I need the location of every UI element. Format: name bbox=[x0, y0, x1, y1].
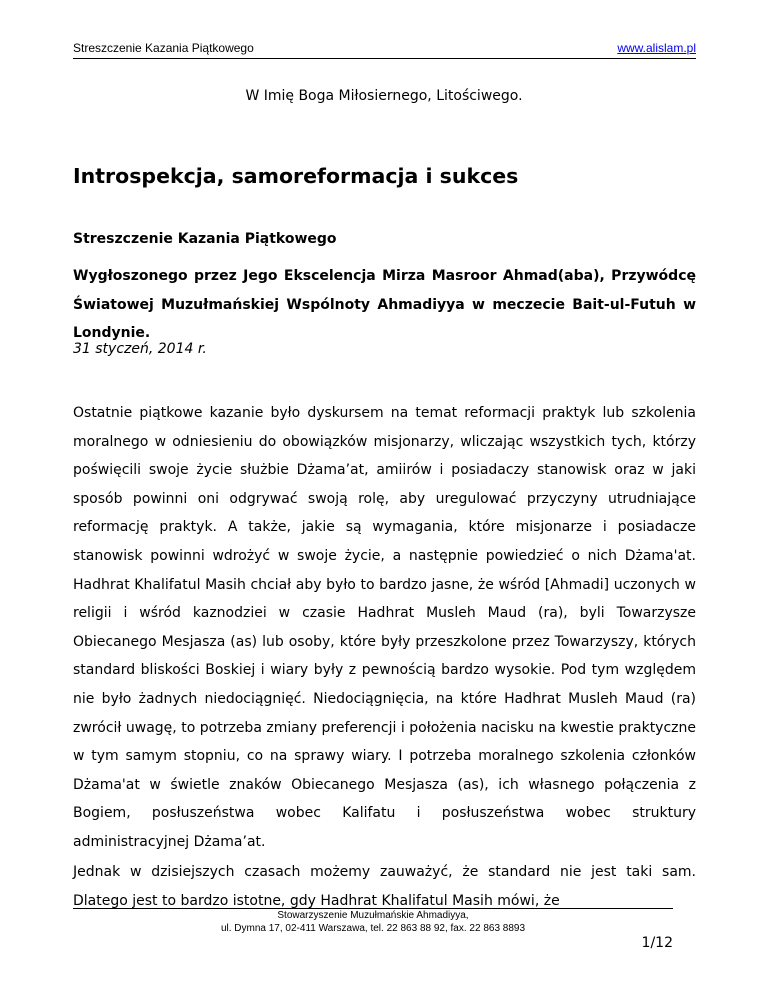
footer-organization: Stowarzyszenie Muzułmańskie Ahmadiyya, bbox=[277, 910, 469, 921]
page-number: 1/12 bbox=[641, 935, 673, 951]
delivered-by: Wygłoszonego przez Jego Ekscelencja Mirza Masroor Ahmad(aba), Przywódcę Światowej Muzułmańskiej Wspólnoty Ahmadiyya w meczecie Bait-ul-Futuh w Londynie. bbox=[73, 268, 696, 341]
page-title: Introspekcja, samoreformacja i sukces bbox=[73, 164, 519, 188]
basmala: W Imię Boga Miłosiernego, Litościwego. bbox=[245, 88, 523, 104]
header-website-link[interactable]: www.alislam.pl bbox=[617, 41, 696, 55]
header-divider bbox=[73, 58, 696, 59]
sermon-date: 31 styczeń, 2014 r. bbox=[73, 341, 207, 357]
footer-divider bbox=[73, 908, 673, 909]
subtitle: Streszczenie Kazania Piątkowego bbox=[73, 231, 337, 247]
body-paragraph: Jednak w dzisiejszych czasach możemy zauważyć, że standard nie jest taki sam. Dlatego jest to bardzo istotne, gdy Hadhrat Khalifatul Masih mówi, że bbox=[73, 864, 696, 909]
header-title: Streszczenie Kazania Piątkowego bbox=[73, 41, 254, 55]
body-paragraph: Ostatnie piątkowe kazanie było dyskursem na temat reformacji praktyk lub szkolenia moralnego w odniesieniu do obowiązków misjonarzy, wliczając wszystkich tych, którzy poświęcili swoje życie służbie Dżama’at, amiirów i posiadaczy stanowisk oraz w jaki sposób powinni oni odgrywać swoją rolę, aby uregulować przyczyny utrudniające reformację praktyk. A także, jakie są wymagania, które misjonarze i posiadacze stanowisk powinni wdrożyć w swoje życie, a następnie powiedzieć o nich Dżama'at. Hadhrat Khalifatul Masih chciał aby było to bardzo jasne, że wśród [Ahmadi] uczonych w religii i wśród kaznodziei w czasie Hadhrat Musleh Maud (ra), byli Towarzysze Obiecanego Mesjasza (as) lub osoby, które były przeszkolone przez Towarzyszy, których standard bliskości Boskiej i wiary były z pewnością bardzo wysokie. Pod tym względem nie było żadnych niedociągnięć. Niedociągnięcia, na które Hadhrat Musleh Maud (ra) zwrócił uwagę, to potrzeba zmiany preferencji i położenia nacisku na kwestie praktyczne w tym samym stopniu, co na sprawy wiary. I potrzeba moralnego szkolenia członków Dżama'at w świetle znaków Obiecanego Mesjasza (as), ich własnego połączenia z Bogiem, posłuszeństwa wobec Kalifatu i posłuszeństwa wobec struktury administracyjnej Dżama’at. bbox=[73, 405, 696, 850]
footer-address: ul. Dymna 17, 02-411 Warszawa, tel. 22 863 88 92, fax. 22 863 8893 bbox=[220, 923, 526, 934]
